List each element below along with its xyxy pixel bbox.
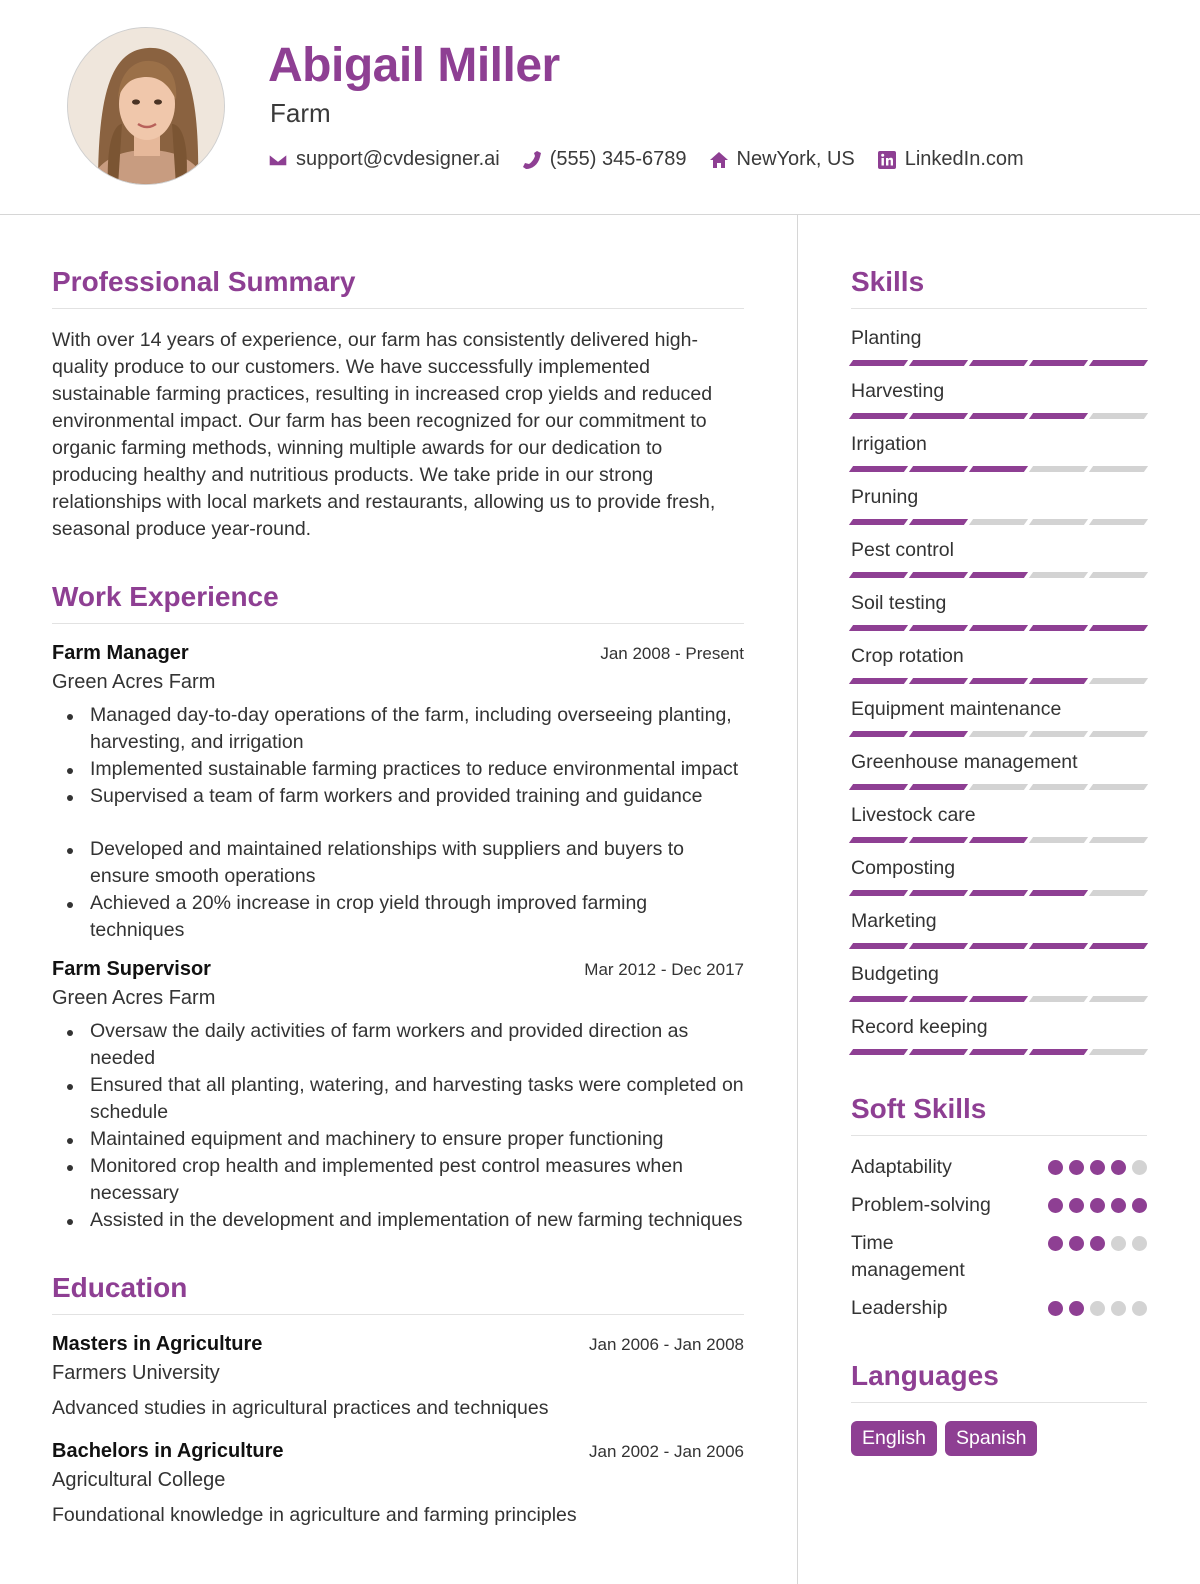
skill-item: [851, 804, 1147, 843]
skill-level-segment: [909, 519, 968, 525]
job-title: Farm Manager: [52, 642, 189, 664]
skill-level-segment: [1089, 519, 1148, 525]
rating-dot: [1069, 1198, 1084, 1213]
skill-level-bar: [851, 519, 1147, 525]
envelope-icon: [268, 150, 288, 170]
education-dates: Jan 2006 - Jan 2008: [588, 1335, 744, 1354]
skill-level-segment: [969, 413, 1028, 419]
soft-skill-item: [851, 1295, 1147, 1322]
skill-level-segment: [849, 519, 908, 525]
skills-heading: Skills: [851, 266, 1147, 309]
skill-level-bar: [851, 837, 1147, 843]
rating-dot: [1111, 1198, 1126, 1213]
rating-dot: [1069, 1236, 1084, 1251]
skill-level-segment: [1029, 678, 1088, 684]
skill-name: Greenhouse management: [851, 751, 1078, 773]
candidate-name: Abigail Miller: [268, 39, 560, 92]
rating-dot: [1090, 1198, 1105, 1213]
bullet-item: Supervised a team of farm workers and provided training and guidance: [52, 783, 744, 810]
bullet-item: Maintained equipment and machinery to ensure proper functioning: [52, 1126, 744, 1153]
school-name: Agricultural College: [52, 1469, 226, 1491]
skill-level-bar: [851, 731, 1147, 737]
phone-icon: [522, 150, 542, 170]
skill-name: Irrigation: [851, 433, 927, 455]
skill-level-segment: [909, 1049, 968, 1055]
skill-level-segment: [1029, 572, 1088, 578]
job-title: Farm Supervisor: [52, 958, 211, 980]
rating-dot: [1069, 1301, 1084, 1316]
skill-name: Budgeting: [851, 963, 939, 985]
rating-dot: [1111, 1236, 1126, 1251]
languages-list: [851, 1421, 1147, 1456]
rating-dot: [1048, 1236, 1063, 1251]
rating-dot: [1132, 1236, 1147, 1251]
skill-level-segment: [849, 1049, 908, 1055]
skill-level-segment: [909, 572, 968, 578]
contact-linkedin[interactable]: [877, 148, 1024, 171]
education-dates: Jan 2002 - Jan 2006: [588, 1442, 744, 1461]
skill-level-segment: [1029, 784, 1088, 790]
resume-header: [0, 0, 1200, 215]
skill-level-segment: [909, 731, 968, 737]
soft-skills-heading: Soft Skills: [851, 1093, 1147, 1136]
skill-level-segment: [849, 360, 908, 366]
skill-level-segment: [1089, 784, 1148, 790]
profile-photo: [67, 27, 225, 185]
rating-dot: [1090, 1301, 1105, 1316]
skill-name: Soil testing: [851, 592, 947, 614]
skills-list: [851, 327, 1147, 1055]
skill-level-segment: [849, 996, 908, 1002]
skill-item: [851, 592, 1147, 631]
portrait-image: [68, 28, 225, 185]
bullet-item: Monitored crop health and implemented pest control measures when necessary: [52, 1153, 744, 1207]
education-heading: Education: [52, 1272, 744, 1315]
skill-item: [851, 910, 1147, 949]
skill-level-bar: [851, 466, 1147, 472]
soft-skill-item: [851, 1192, 1147, 1219]
contact-bar: [268, 148, 1024, 171]
skill-level-segment: [909, 784, 968, 790]
rating-dot: [1132, 1301, 1147, 1316]
rating-dot: [1048, 1198, 1063, 1213]
job-company: Green Acres Farm: [52, 671, 216, 693]
bullet-item: Achieved a 20% increase in crop yield through improved farming techniques: [52, 890, 744, 944]
education-entry: [52, 1333, 744, 1420]
soft-skill-item: [851, 1230, 1147, 1284]
skill-level-segment: [1029, 996, 1088, 1002]
languages-heading: Languages: [851, 1360, 1147, 1403]
main-column: [52, 266, 744, 1541]
linkedin-icon: [877, 150, 897, 170]
skill-level-segment: [1089, 360, 1148, 366]
education-description: Foundational knowledge in agriculture and farming principles: [52, 1504, 577, 1526]
job-dates: Mar 2012 - Dec 2017: [584, 960, 744, 979]
skill-level-bar: [851, 413, 1147, 419]
school-name: Farmers University: [52, 1362, 220, 1384]
language-tag: English: [851, 1421, 937, 1456]
skill-level-segment: [909, 890, 968, 896]
degree-title: Bachelors in Agriculture: [52, 1440, 284, 1462]
skill-item: [851, 698, 1147, 737]
skill-level-segment: [1089, 731, 1148, 737]
soft-skill-name: Adaptability: [851, 1156, 952, 1178]
skill-level-segment: [849, 731, 908, 737]
skill-level-segment: [909, 466, 968, 472]
bullet-item: Assisted in the development and implementation of new farming techniques: [52, 1207, 744, 1234]
skill-level-segment: [1029, 360, 1088, 366]
skill-item: [851, 963, 1147, 1002]
soft-skill-rating: [1048, 1295, 1147, 1316]
skill-level-segment: [1089, 678, 1148, 684]
skill-level-segment: [849, 678, 908, 684]
rating-dot: [1132, 1198, 1147, 1213]
soft-skill-name: Leadership: [851, 1297, 948, 1319]
skill-level-segment: [1029, 943, 1088, 949]
skill-level-segment: [1029, 890, 1088, 896]
skill-level-segment: [969, 678, 1028, 684]
skill-level-segment: [849, 572, 908, 578]
skill-level-segment: [1089, 890, 1148, 896]
job-company: Green Acres Farm: [52, 987, 216, 1009]
skill-item: [851, 327, 1147, 366]
skill-level-segment: [969, 996, 1028, 1002]
skill-level-segment: [909, 360, 968, 366]
skill-name: Record keeping: [851, 1016, 988, 1038]
soft-skill-rating: [1048, 1192, 1147, 1213]
rating-dot: [1069, 1160, 1084, 1175]
skill-level-bar: [851, 784, 1147, 790]
skill-level-segment: [969, 890, 1028, 896]
language-tag: Spanish: [945, 1421, 1037, 1456]
skill-level-segment: [969, 1049, 1028, 1055]
experience-heading: Work Experience: [52, 581, 744, 624]
summary-text: With over 14 years of experience, our farm has consistently delivered high-quality produce to our customers. We have successfully implemented sustainable farming practices, resulting in increased crop yields and reduced environmental impact. Our farm has been recognized for our commitment to organic farming methods, winning multiple awards for our dedication to producing healthy and nutritious products. We take pride in our strong relationships with local markets and restaurants, allowing us to provide fresh, seasonal produce year-round.: [52, 329, 716, 540]
skill-level-segment: [849, 784, 908, 790]
skill-level-segment: [1089, 466, 1148, 472]
skill-name: Marketing: [851, 910, 937, 932]
skill-level-segment: [849, 625, 908, 631]
skill-name: Composting: [851, 857, 956, 879]
degree-title: Masters in Agriculture: [52, 1333, 263, 1355]
skill-name: Livestock care: [851, 804, 976, 826]
soft-skill-name: Problem-solving: [851, 1194, 991, 1216]
skill-level-segment: [1029, 837, 1088, 843]
contact-location: [709, 148, 855, 171]
skill-level-segment: [969, 360, 1028, 366]
skill-level-segment: [1029, 625, 1088, 631]
skill-level-segment: [1029, 731, 1088, 737]
skill-level-bar: [851, 890, 1147, 896]
soft-skills-list: [851, 1154, 1147, 1322]
skill-level-segment: [1089, 572, 1148, 578]
skill-level-segment: [969, 466, 1028, 472]
rating-dot: [1090, 1236, 1105, 1251]
skill-level-segment: [1029, 466, 1088, 472]
skill-level-segment: [849, 413, 908, 419]
bullet-item: Implemented sustainable farming practices to reduce environmental impact: [52, 756, 744, 783]
skill-name: Pruning: [851, 486, 919, 508]
skill-level-segment: [969, 731, 1028, 737]
skill-level-segment: [909, 678, 968, 684]
skill-item: [851, 380, 1147, 419]
rating-dot: [1090, 1160, 1105, 1175]
education-entry: [52, 1440, 744, 1527]
job-entry: [52, 642, 744, 944]
phone-text: (555) 345-6789: [549, 148, 687, 170]
skill-level-segment: [969, 519, 1028, 525]
skill-level-bar: [851, 625, 1147, 631]
skill-level-segment: [969, 784, 1028, 790]
skill-level-bar: [851, 996, 1147, 1002]
sidebar-column: [851, 266, 1147, 1456]
contact-phone[interactable]: [522, 148, 687, 171]
soft-skill-rating: [1048, 1154, 1147, 1175]
skill-level-bar: [851, 678, 1147, 684]
skill-level-segment: [849, 466, 908, 472]
skill-level-segment: [1089, 1049, 1148, 1055]
bullet-item: Ensured that all planting, watering, and harvesting tasks were completed on schedule: [52, 1072, 744, 1126]
skill-name: Pest control: [851, 539, 954, 561]
skill-level-segment: [849, 837, 908, 843]
rating-dot: [1048, 1301, 1063, 1316]
contact-email[interactable]: [268, 148, 500, 171]
rating-dot: [1111, 1301, 1126, 1316]
skill-level-segment: [909, 943, 968, 949]
education-description: Advanced studies in agricultural practices and techniques: [52, 1397, 549, 1419]
skill-level-segment: [909, 837, 968, 843]
skill-name: Harvesting: [851, 380, 945, 402]
skill-level-segment: [1089, 996, 1148, 1002]
skill-level-bar: [851, 1049, 1147, 1055]
summary-heading: Professional Summary: [52, 266, 744, 309]
skill-level-segment: [1089, 837, 1148, 843]
skill-level-segment: [1029, 1049, 1088, 1055]
soft-skill-rating: [1048, 1230, 1147, 1251]
skill-item: [851, 539, 1147, 578]
skill-name: Equipment maintenance: [851, 698, 1062, 720]
bullet-item: Developed and maintained relationships with suppliers and buyers to ensure smooth operations: [52, 836, 744, 890]
skill-level-bar: [851, 360, 1147, 366]
skill-level-segment: [969, 572, 1028, 578]
column-divider: [797, 215, 798, 1584]
skill-item: [851, 486, 1147, 525]
soft-skill-item: [851, 1154, 1147, 1181]
skill-level-segment: [909, 996, 968, 1002]
skill-name: Crop rotation: [851, 645, 964, 667]
bullet-item: Managed day-to-day operations of the farm, including overseeing planting, harvesting, and irrigation: [52, 702, 744, 756]
skill-level-segment: [849, 890, 908, 896]
skill-level-bar: [851, 943, 1147, 949]
bullet-item: Oversaw the daily activities of farm workers and provided direction as needed: [52, 1018, 744, 1072]
candidate-title: Farm: [270, 98, 331, 128]
skill-level-segment: [909, 625, 968, 631]
skill-level-segment: [1029, 519, 1088, 525]
skill-item: [851, 857, 1147, 896]
skill-level-segment: [1089, 413, 1148, 419]
rating-dot: [1048, 1160, 1063, 1175]
skill-level-segment: [969, 943, 1028, 949]
rating-dot: [1111, 1160, 1126, 1175]
skill-item: [851, 751, 1147, 790]
skill-level-segment: [969, 625, 1028, 631]
location-text: NewYork, US: [736, 148, 855, 170]
skill-level-segment: [1029, 413, 1088, 419]
skill-level-segment: [909, 413, 968, 419]
home-icon: [709, 150, 729, 170]
job-dates: Jan 2008 - Present: [600, 644, 744, 663]
skill-level-bar: [851, 572, 1147, 578]
skill-item: [851, 1016, 1147, 1055]
skill-level-segment: [969, 837, 1028, 843]
linkedin-text: LinkedIn.com: [904, 148, 1024, 170]
skill-name: Planting: [851, 327, 922, 349]
rating-dot: [1132, 1160, 1147, 1175]
skill-item: [851, 645, 1147, 684]
skill-level-segment: [1089, 943, 1148, 949]
job-bullets: [52, 1018, 744, 1234]
skill-level-segment: [849, 943, 908, 949]
soft-skill-name: Time management: [851, 1232, 965, 1281]
skill-level-segment: [1089, 625, 1148, 631]
email-text: support@cvdesigner.ai: [296, 148, 500, 170]
job-bullets: [52, 702, 744, 944]
skill-item: [851, 433, 1147, 472]
job-entry: [52, 958, 744, 1234]
